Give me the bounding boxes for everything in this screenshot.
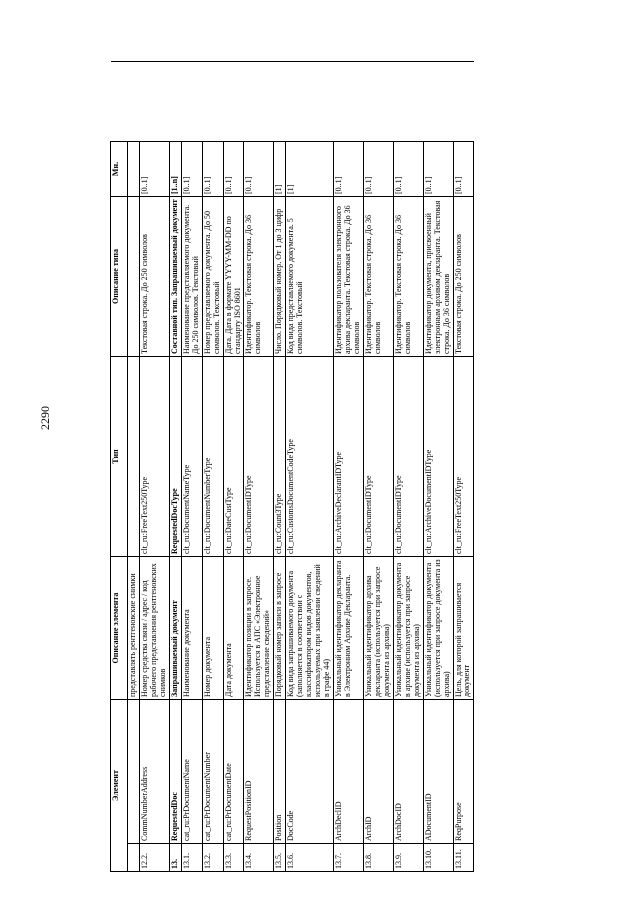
- table-row: [244, 62, 274, 872]
- element-description: Идентификатор позиции в запросе. Используется в АПС «Электронное представление сведений»: [244, 557, 274, 700]
- type-description: Идентификатор. Текстовая строка. До 36 символов: [363, 197, 393, 357]
- element-name: DocCode: [286, 700, 334, 844]
- type-description: Составной тип. Запрашиваемый документ: [169, 197, 181, 357]
- table-row: [274, 62, 286, 872]
- type-description: Число. Порядковый номер. От 1 до 3 цифр: [274, 197, 286, 357]
- element-name: ArchDocID: [393, 700, 423, 844]
- element-description: Дата документа: [223, 557, 244, 700]
- table-row: [181, 62, 202, 872]
- continuation-row: [128, 62, 140, 872]
- type-name: clt_ru:ArchiveDeclarantIDType: [334, 357, 364, 557]
- type-description: Текстовая строка. До 250 символов: [139, 197, 169, 357]
- header-element: Элемент: [111, 700, 128, 872]
- element-description: Номер средства связи / адрес / код рабочего представления рентгеновских снимков: [139, 557, 169, 700]
- multiplicity: [1]: [274, 142, 286, 197]
- type-name: clt_ru:DocumentIDType: [244, 357, 274, 557]
- table-row: [202, 62, 223, 872]
- rotated-page: [110, 62, 635, 872]
- element-name: ArchID: [363, 700, 393, 844]
- type-description: Идентификатор. Текстовая строка. До 36 символов: [244, 197, 274, 357]
- multiplicity: [1..n]: [169, 142, 181, 197]
- table-body: [128, 62, 474, 872]
- element-description: Наименование документа: [181, 557, 202, 700]
- type-description: Идентификатор. Текстовая строка. До 36 символов: [393, 197, 423, 357]
- multiplicity: [0..1]: [181, 142, 202, 197]
- row-number: 13.4.: [244, 844, 274, 872]
- header-row: [111, 62, 128, 872]
- element-description: Номер документа: [202, 557, 223, 700]
- multiplicity: [1]: [286, 142, 334, 197]
- element-name: ArchDeclID: [334, 700, 364, 844]
- blank-cell: [111, 62, 128, 142]
- element-name: cat_ru:PrDocumentName: [181, 700, 202, 844]
- type-name: RequestedDocType: [169, 357, 181, 557]
- row-number: 13.5.: [274, 844, 286, 872]
- multiplicity: [0..1]: [202, 142, 223, 197]
- multiplicity: [0..1]: [453, 142, 474, 197]
- type-description: Наименование представляемого документа. До 250 символов. Текстовый: [181, 197, 202, 357]
- element-description: Уникальный идентификатор декларанта в Электронном Архиве Декларанта.: [334, 557, 364, 700]
- row-number: 13.10.: [423, 844, 453, 872]
- type-description: Код вида представляемого документа. 5 символов. Текстовый: [286, 197, 334, 357]
- header-description: Описание элемента: [111, 557, 128, 700]
- multiplicity: [0..1]: [393, 142, 423, 197]
- element-description: Уникальный идентификатор документа (используется при запросе документа из архива): [423, 557, 453, 700]
- row-number: 13.11.: [453, 844, 474, 872]
- type-name: clt_ru:Count3Type: [274, 357, 286, 557]
- element-name: ADocumentID: [423, 700, 453, 844]
- multiplicity: [0..1]: [223, 142, 244, 197]
- element-name: Position: [274, 700, 286, 844]
- page-number: 2290: [38, 406, 52, 430]
- type-name: clt_ru:DocumentNumberType: [202, 357, 223, 557]
- table-row: [453, 62, 474, 872]
- element-description: Уникальный идентификатор документа в архиве (используется при запросе документа из архива): [393, 557, 423, 700]
- type-description: Текстовая строка. До 250 символов: [453, 197, 474, 357]
- row-number: 13.7.: [334, 844, 364, 872]
- table-row: [223, 62, 244, 872]
- type-name: clt_ru:DocumentIDType: [393, 357, 423, 557]
- multiplicity: [0..1]: [423, 142, 453, 197]
- table-row: [169, 62, 181, 872]
- row-number: 13.2.: [202, 844, 223, 872]
- element-description: Код вида запрашиваемого документа (заполняется в соответствии с классификатором видов документов, используемых при заявлении сведений в графе 44): [286, 557, 334, 700]
- type-description: Идентификатор документа, присвоенный электронным архивом декларанта. Текстовая строка. До 36 символов: [423, 197, 453, 357]
- header-type-description: Описание типа: [111, 197, 128, 357]
- table-row: [423, 62, 453, 872]
- row-number: 13.1.: [181, 844, 202, 872]
- row-number: 13.3.: [223, 844, 244, 872]
- type-name: clt_ru:CustomsDocumentCodeType: [286, 357, 334, 557]
- multiplicity: [0..1]: [363, 142, 393, 197]
- multiplicity: [0..1]: [139, 142, 169, 197]
- element-name: RequestPositionID: [244, 700, 274, 844]
- type-name: clt_ru:FreeText250Type: [139, 357, 169, 557]
- multiplicity: [0..1]: [334, 142, 364, 197]
- element-description: Уникальный идентификатор архива декларанта (используется при запросе документа из архива): [363, 557, 393, 700]
- row-number: 12.2.: [139, 844, 169, 872]
- type-name: clt_ru:ArchiveDocumentIDType: [423, 357, 453, 557]
- continuation-text: представлять рентгеновские снимки: [128, 557, 140, 700]
- header-multiplicity: Мн.: [111, 142, 128, 197]
- type-description: Идентификатор пользователя электронного архива декларанта. Текстовая строка. До 36 символов: [334, 197, 364, 357]
- elements-table: [110, 61, 474, 872]
- type-description: Номер представляемого документа. До 50 символов. Текстовый: [202, 197, 223, 357]
- element-description: Порядковый номер записи в запросе: [274, 557, 286, 700]
- row-number: 13.: [169, 844, 181, 872]
- table-row: [286, 62, 334, 872]
- type-name: clt_ru:DocumentNameType: [181, 357, 202, 557]
- element-name: ReqPurpose: [453, 700, 474, 844]
- element-description: Запрашиваемый документ: [169, 557, 181, 700]
- row-number: 13.8.: [363, 844, 393, 872]
- type-name: clt_ru:DocumentIDType: [363, 357, 393, 557]
- element-description: Цель, для которой запрашивается документ: [453, 557, 474, 700]
- type-description: Дата. Дата в формате YYYY-MM-DD по стандарту ISO 8601: [223, 197, 244, 357]
- element-name: RequestedDoc: [169, 700, 181, 844]
- element-name: CommNumberAddress: [139, 700, 169, 844]
- element-name: cat_ru:PrDocumentNumber: [202, 700, 223, 844]
- table-row: [334, 62, 364, 872]
- multiplicity: [0..1]: [244, 142, 274, 197]
- row-number: 13.6.: [286, 844, 334, 872]
- type-name: clt_ru:FreeText250Type: [453, 357, 474, 557]
- table-row: [393, 62, 423, 872]
- element-name: cat_ru:PrDocumentDate: [223, 700, 244, 844]
- table-row: [363, 62, 393, 872]
- type-name: clt_ru:DateCustType: [223, 357, 244, 557]
- row-number: 13.9.: [393, 844, 423, 872]
- table-row: [139, 62, 169, 872]
- header-type: Тип: [111, 357, 128, 557]
